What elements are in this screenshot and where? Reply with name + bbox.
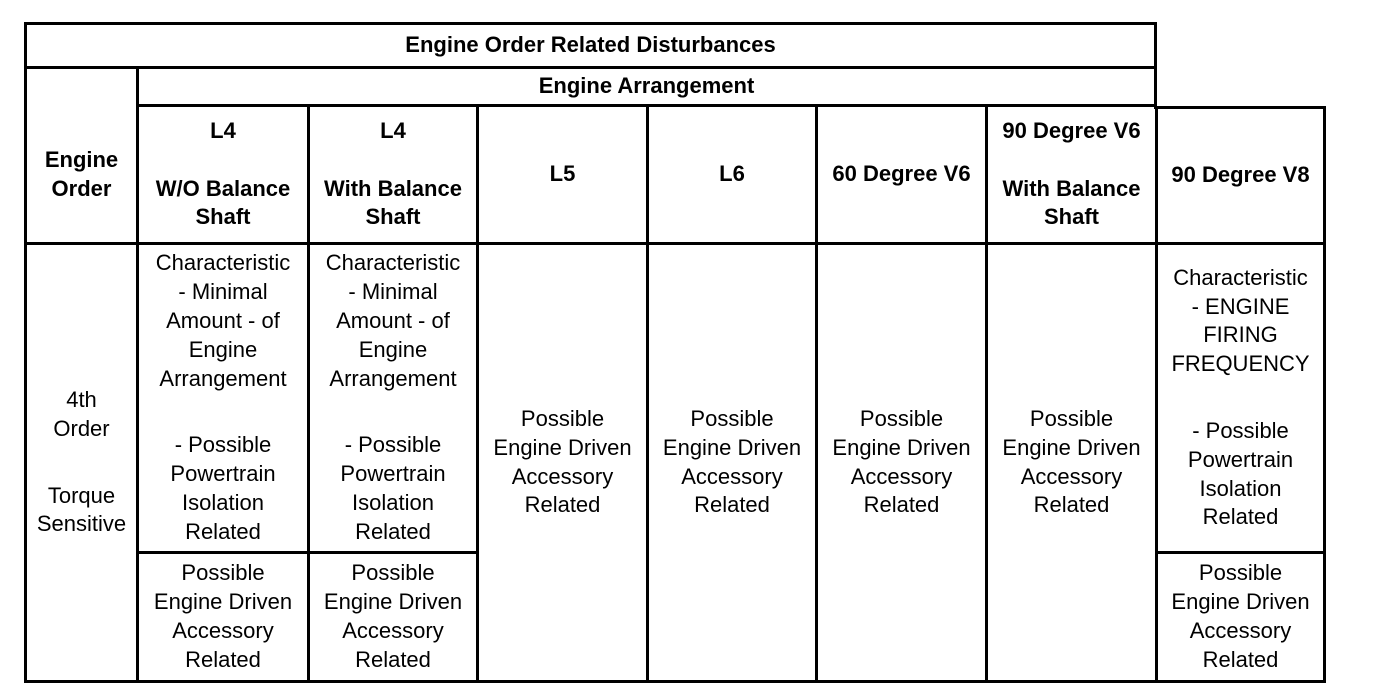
cell-line: Related xyxy=(1033,492,1110,518)
row-label-line: 4th xyxy=(66,386,97,412)
table-border-bottom xyxy=(24,680,1326,683)
cell-l6-accessory xyxy=(649,245,815,680)
col-header-line: W/O Balance xyxy=(155,175,291,201)
cell-line: Engine Driven xyxy=(662,434,802,460)
engine-order-header xyxy=(27,107,136,242)
cell-line: Related xyxy=(694,492,770,518)
cell-line: - ENGINE xyxy=(1191,293,1290,319)
col-header-line: Shaft xyxy=(195,204,251,230)
cell-line: Accessory xyxy=(172,618,274,643)
engine-arrangement-text: Engine Arrangement xyxy=(538,73,755,99)
row-label-4th-order xyxy=(27,245,136,680)
col-header-line: With Balance xyxy=(1002,175,1141,201)
cell-line: Related xyxy=(524,492,601,518)
cell-line: Accessory xyxy=(850,463,953,489)
cell-line: Related xyxy=(185,646,261,672)
cell-l4-no-balance-characteristic xyxy=(139,245,307,551)
cell-line: Arrangement xyxy=(329,365,457,391)
cell-line: Related xyxy=(1202,646,1279,672)
cell-line: Engine xyxy=(188,336,258,362)
cell-line: Accessory xyxy=(1020,463,1123,489)
cell-line: - Minimal xyxy=(178,279,268,305)
col-header-90-v6 xyxy=(988,107,1155,242)
cell-line: Related xyxy=(355,646,431,672)
cell-line: FIRING xyxy=(1203,322,1278,348)
col-header-line: 90 Degree V8 xyxy=(1171,162,1310,188)
col-header-line: L4 xyxy=(210,117,236,143)
cell-line: Isolation xyxy=(182,489,264,515)
cell-line: Powertrain xyxy=(1187,446,1294,472)
cell-line: Possible xyxy=(1198,560,1283,586)
cell-line: Engine Driven xyxy=(323,589,463,615)
engine-order-line-2: Order xyxy=(51,175,112,201)
col-header-line: With Balance xyxy=(324,175,462,201)
cell-line: Possible xyxy=(859,405,944,431)
cell-line: Characteristic xyxy=(1173,264,1308,290)
col-header-60-v6 xyxy=(818,107,985,242)
cell-line: - Possible xyxy=(344,432,442,458)
col-header-line: Shaft xyxy=(365,204,421,230)
cell-line: Accessory xyxy=(1189,618,1292,643)
cell-line: Isolation xyxy=(352,489,434,515)
cell-line: Characteristic xyxy=(325,250,461,276)
row-label-line: Sensitive xyxy=(36,511,127,537)
col-header-l4-with-balance xyxy=(310,107,476,242)
cell-l5-accessory xyxy=(479,245,646,680)
cell-l4-with-balance-accessory xyxy=(310,554,476,680)
cell-line: - Possible xyxy=(174,432,272,458)
table-title xyxy=(27,25,1154,66)
cell-line: Possible xyxy=(520,405,605,431)
col-header-line: 60 Degree V6 xyxy=(832,161,971,187)
title-border-right xyxy=(1154,22,1157,109)
cell-line: Accessory xyxy=(681,463,783,489)
cell-line: Arrangement xyxy=(159,365,287,391)
cell-line: Engine Driven xyxy=(153,589,293,615)
col-header-l6 xyxy=(649,107,815,242)
engine-order-line-1: Engine xyxy=(44,146,119,172)
cell-l4-no-balance-accessory xyxy=(139,554,307,680)
cell-line: - Minimal xyxy=(348,279,438,305)
col-header-line: L5 xyxy=(549,161,576,187)
cell-line: Related xyxy=(1202,504,1279,530)
cell-line: Accessory xyxy=(511,463,614,489)
cell-line: - Possible xyxy=(1192,418,1289,443)
table-border-right xyxy=(1323,106,1326,683)
cell-line: Isolation xyxy=(1199,475,1282,501)
cell-60-v6-accessory xyxy=(818,245,985,680)
cell-line: Related xyxy=(185,518,261,544)
cell-line: Possible xyxy=(181,560,265,586)
cell-line: Engine xyxy=(358,336,428,362)
cell-line: Possible xyxy=(1029,405,1114,431)
cell-line: Related xyxy=(863,492,940,518)
cell-line: Characteristic xyxy=(155,250,291,276)
col-header-l4-no-balance xyxy=(139,107,307,242)
table-title-text: Engine Order Related Disturbances xyxy=(405,32,776,58)
col-header-line: L4 xyxy=(380,117,406,143)
row-label-line: Torque xyxy=(47,482,116,508)
cell-line: Amount - of xyxy=(166,308,280,333)
cell-line: Engine Driven xyxy=(832,434,971,460)
cell-l4-with-balance-characteristic xyxy=(310,245,476,551)
cell-line: Powertrain xyxy=(170,461,276,487)
cell-line: Related xyxy=(355,518,431,544)
col-header-line: L6 xyxy=(719,161,745,187)
cell-90-v6-accessory xyxy=(988,245,1155,680)
col-header-line: Shaft xyxy=(1043,204,1099,230)
row-label-line: Order xyxy=(53,415,110,441)
cell-90-v8-characteristic xyxy=(1158,245,1323,551)
engine-arrangement-header xyxy=(139,69,1154,104)
cell-line: Engine Driven xyxy=(493,434,632,460)
cell-line: Accessory xyxy=(342,618,444,643)
col-header-l5 xyxy=(479,107,646,242)
cell-line: Engine Driven xyxy=(1002,434,1141,460)
cell-line: FREQUENCY xyxy=(1171,351,1310,377)
cell-line: Possible xyxy=(690,405,774,431)
cell-line: Amount - of xyxy=(336,308,450,333)
cell-line: Possible xyxy=(351,560,435,586)
cell-90-v8-accessory xyxy=(1158,554,1323,680)
cell-line: Powertrain xyxy=(340,461,446,487)
col-header-90-v8 xyxy=(1158,109,1323,242)
col-header-line: 90 Degree V6 xyxy=(1002,117,1141,143)
cell-line: Engine Driven xyxy=(1171,589,1310,615)
